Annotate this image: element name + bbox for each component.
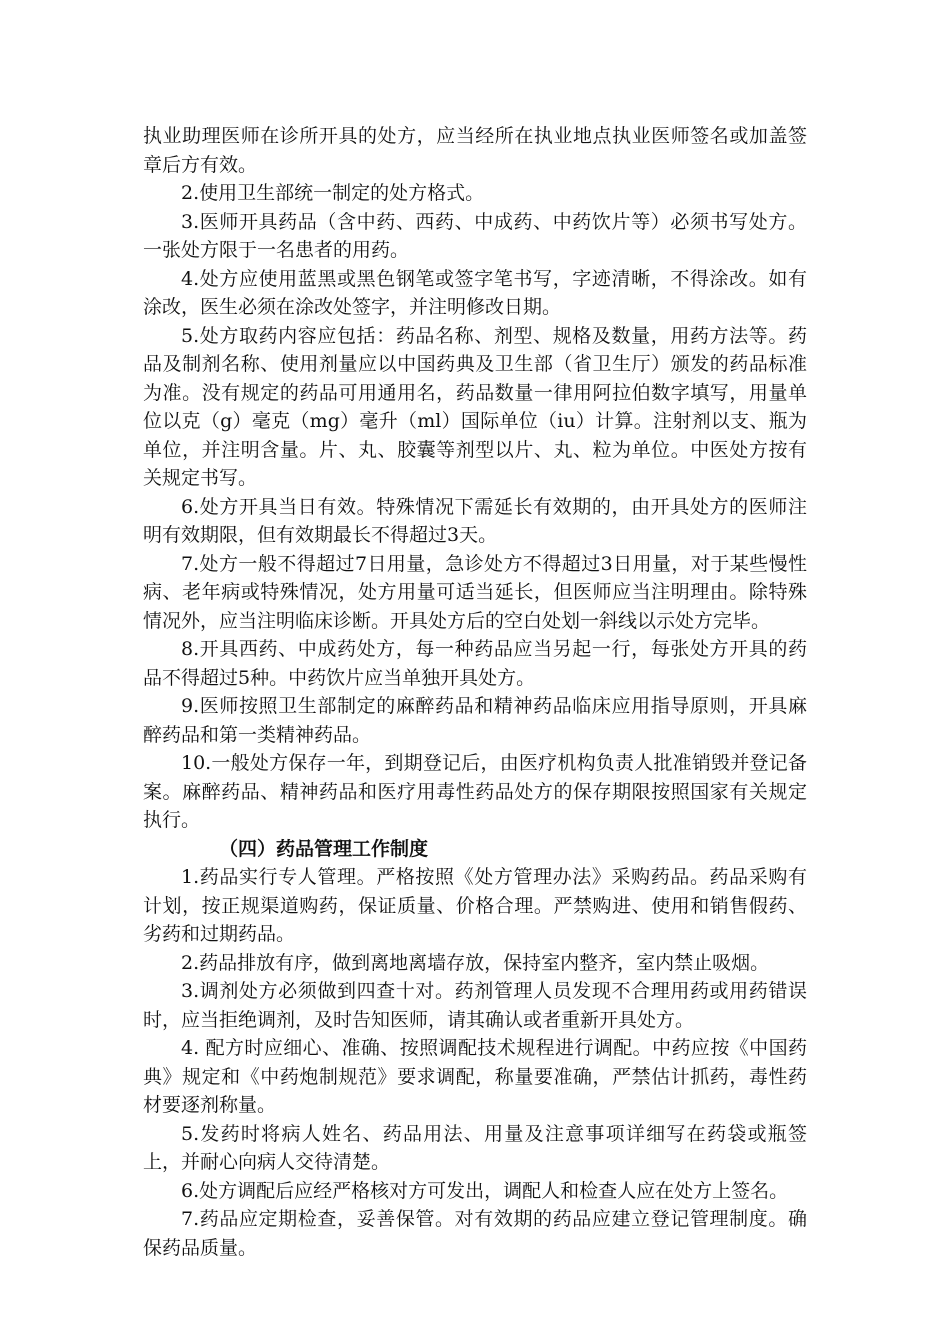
drug-rule-4: 4. 配方时应细心、准确、按照调配技术规程进行调配。中药应按《中国药典》规定和《中药炮制规范》要求调配，称量要准确，严禁估计抓药，毒性药材要逐剂称量。 xyxy=(143,1037,807,1116)
paragraph-item-6: 6.处方开具当日有效。特殊情况下需延长有效期的，由开具处方的医师注明有效期限，但有效期最长不得超过3天。 xyxy=(143,495,807,546)
drug-rule-3: 3.调剂处方必须做到四查十对。药剂管理人员发现不合理用药或用药错误时，应当拒绝调剂，及时告知医师，请其确认或者重新开具处方。 xyxy=(143,980,807,1031)
drug-rule-1: 1.药品实行专人管理。严格按照《处方管理办法》采购药品。药品采购有计划，按正规渠道购药，保证质量、价格合理。严禁购进、使用和销售假药、劣药和过期药品。 xyxy=(143,866,807,945)
paragraph-item-3: 3.医师开具药品（含中药、西药、中成药、中药饮片等）必须书写处方。一张处方限于一名患者的用药。 xyxy=(143,210,807,261)
document-page xyxy=(143,122,807,1262)
paragraph-continuation: 执业助理医师在诊所开具的处方，应当经所在执业地点执业医师签名或加盖签章后方有效。 xyxy=(143,125,807,176)
paragraph-item-5: 5.处方取药内容应包括：药品名称、剂型、规格及数量，用药方法等。药品及制剂名称、使用剂量应以中国药典及卫生部（省卫生厅）颁发的药品标准为准。没有规定的药品可用通用名，药品数量一律用阿拉伯数字填写，用量单位以克（g）毫克（mg）毫升（ml）国际单位（iu）计算。注射剂以支、瓶为单位，并注明含量。片、丸、胶囊等剂型以片、丸、粒为单位。中医处方按有关规定书写。 xyxy=(143,324,807,489)
drug-rule-2: 2.药品排放有序，做到离地离墙存放，保持室内整齐，室内禁止吸烟。 xyxy=(181,951,770,974)
drug-rule-5: 5.发药时将病人姓名、药品用法、用量及注意事项详细写在药袋或瓶签上，并耐心向病人交待清楚。 xyxy=(143,1122,807,1173)
paragraph-item-7: 7.处方一般不得超过7日用量，急诊处方不得超过3日用量，对于某些慢性病、老年病或特殊情况，处方用量可适当延长，但医师应当注明理由。除特殊情况外，应当注明临床诊断。开具处方后的空白处划一斜线以示处方完毕。 xyxy=(143,552,807,632)
paragraph-item-9: 9.医师按照卫生部制定的麻醉药品和精神药品临床应用指导原则，开具麻醉药品和第一类精神药品。 xyxy=(143,695,807,746)
paragraph-item-10: 10.一般处方保存一年，到期登记后，由医疗机构负责人批准销毁并登记备案。麻醉药品、精神药品和医疗用毒性药品处方的保存期限按照国家有关规定执行。 xyxy=(143,752,807,831)
section-heading: （四）药品管理工作制度 xyxy=(219,837,429,860)
paragraph-item-2: 2.使用卫生部统一制定的处方格式。 xyxy=(181,182,485,204)
drug-rule-6: 6.处方调配后应经严格核对方可发出，调配人和检查人应在处方上签名。 xyxy=(181,1179,789,1202)
paragraph-item-4: 4.处方应使用蓝黑或黑色钢笔或签字笔书写，字迹清晰，不得涂改。如有涂改，医生必须在涂改处签字，并注明修改日期。 xyxy=(143,267,807,318)
paragraph-item-8: 8.开具西药、中成药处方，每一种药品应当另起一行，每张处方开具的药品不得超过5种。中药饮片应当单独开具处方。 xyxy=(143,638,807,689)
drug-rule-7: 7.药品应定期检查，妥善保管。对有效期的药品应建立登记管理制度。确保药品质量。 xyxy=(143,1208,807,1259)
